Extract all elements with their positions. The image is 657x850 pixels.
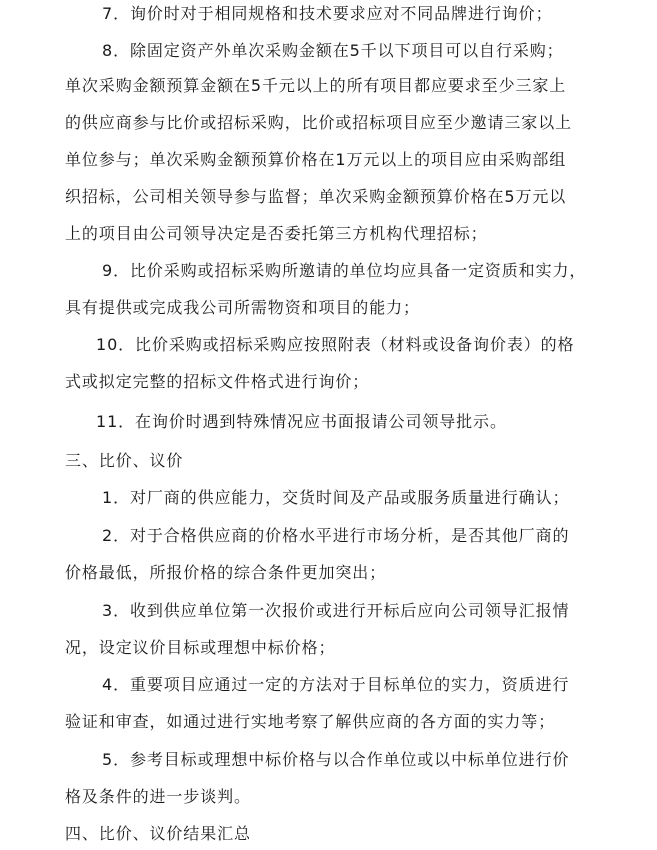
section-3-item-4: 4．重要项目应通过一定的方法对于目标单位的实力，资质进行 — [102, 675, 570, 694]
section-3-item-1: 1．对厂商的供应能力，交货时间及产品或服务质量进行确认； — [102, 488, 570, 507]
item-8-continuation-2: 的供应商参与比价或招标采购，比价或招标项目应至少邀请三家以上 — [65, 113, 573, 132]
section-3-item-5: 5．参考目标或理想中标价格与以合作单位或以中标单位进行价 — [102, 750, 570, 769]
section-3-heading: 三、比价、议价 — [65, 451, 184, 470]
section-3-item-3: 3．收到供应单位第一次报价或进行开标后应向公司领导汇报情 — [102, 601, 570, 620]
item-10: 10．比价采购或招标采购应按照附表（材料或设备询价表）的格 — [96, 335, 575, 354]
section-3-item-5-continuation: 格及条件的进一步谈判。 — [65, 787, 251, 806]
item-10-continuation: 式或拟定完整的招标文件格式进行询价； — [65, 372, 370, 391]
section-3-item-2: 2．对于合格供应商的价格水平进行市场分析，是否其他厂商的 — [102, 526, 570, 545]
item-9: 9．比价采购或招标采购所邀请的单位均应具备一定资质和实力， — [102, 261, 587, 280]
section-3-item-4-continuation: 验证和审查，如通过进行实地考察了解供应商的各方面的实力等； — [65, 712, 556, 731]
section-3-item-2-continuation: 价格最低，所报价格的综合条件更加突出； — [65, 563, 387, 582]
item-8-continuation-4: 织招标，公司相关领导参与监督；单次采购金额预算价格在5万元以 — [65, 187, 567, 206]
item-11: 11．在询价时遇到特殊情况应书面报请公司领导批示。 — [96, 412, 507, 431]
section-3-item-3-continuation: 况，设定议价目标或理想中标价格； — [65, 638, 336, 657]
item-8-continuation-5: 上的项目由公司领导决定是否委托第三方机构代理招标； — [65, 224, 488, 243]
item-8-continuation-1: 单次采购金额预算金额在5千元以上的所有项目都应要求至少三家上 — [65, 76, 567, 95]
item-9-continuation: 具有提供或完成我公司所需物资和项目的能力； — [65, 298, 420, 317]
item-8: 8．除固定资产外单次采购金额在5千以下项目可以自行采购； — [102, 41, 564, 60]
item-8-continuation-3: 单位参与；单次采购金额预算价格在1万元以上的项目应由采购部组 — [65, 150, 567, 169]
section-4-heading: 四、比价、议价结果汇总 — [65, 824, 251, 843]
item-7: 7．询价时对于相同规格和技术要求应对不同品牌进行询价； — [102, 4, 553, 23]
